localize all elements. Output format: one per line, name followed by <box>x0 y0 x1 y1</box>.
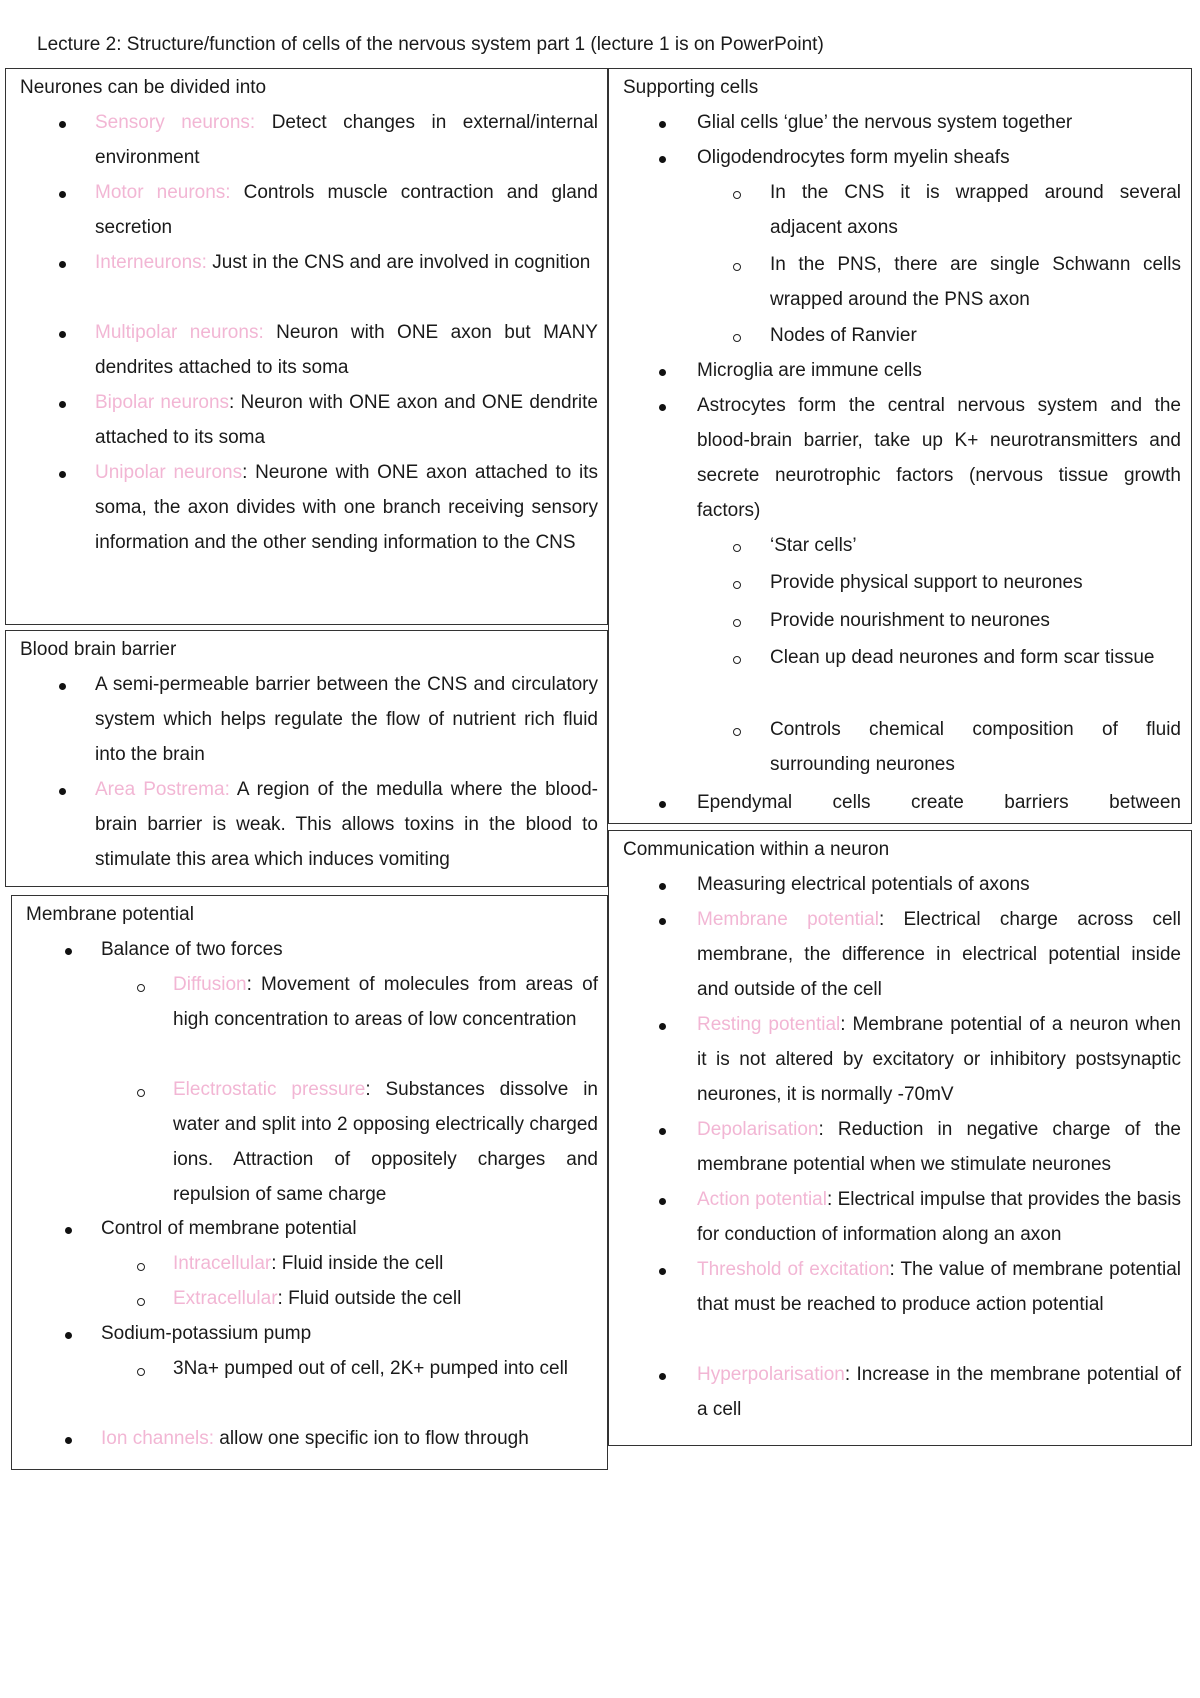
definition: : Movement of molecules from areas of high concentration to areas of low concentration <box>173 974 598 1030</box>
definition: Astrocytes form the central nervous system and the blood-brain barrier, take up K+ neurotransmitters and secrete neurotrophic factors (nervous tissue growth factors) <box>697 395 1181 521</box>
term: Ion channels: <box>101 1428 215 1449</box>
definition: : Neuron with ONE axon and ONE dendrite attached to its soma <box>95 392 598 448</box>
neurones-heading: Neurones can be divided into <box>20 77 267 98</box>
term: Diffusion <box>173 974 247 995</box>
term: Intracellular <box>173 1253 272 1274</box>
bullet <box>59 331 66 338</box>
definition: Microglia are immune cells <box>697 360 922 381</box>
sub-list-item <box>770 175 1181 245</box>
bullet <box>65 948 72 955</box>
bullet <box>59 191 66 198</box>
definition: : Electrical charge across cell membrane, the difference in electrical potential inside and outside of the cell <box>697 909 1181 1000</box>
list-item <box>697 902 1181 1007</box>
sub-bullet <box>733 581 741 589</box>
sub-list-item <box>770 565 1181 600</box>
sub-bullet <box>137 1089 145 1097</box>
bullet <box>65 1332 72 1339</box>
sub-list-item <box>173 1281 598 1316</box>
definition: Detect changes in external/internal environment <box>95 112 598 168</box>
list-item <box>697 785 1181 820</box>
list-item <box>697 353 1181 388</box>
membrane-potential-box <box>11 895 608 1470</box>
term: Action potential <box>697 1189 827 1210</box>
bullet <box>659 1198 666 1205</box>
bullet <box>659 918 666 925</box>
list-item <box>697 140 1181 175</box>
definition: A semi-permeable barrier between the CNS and circulatory system which helps regulate the flow of nutrient rich fluid into the brain <box>95 674 598 765</box>
definition: Measuring electrical potentials of axons <box>697 874 1030 895</box>
list-item <box>95 105 598 175</box>
definition: : Fluid outside the cell <box>277 1288 462 1309</box>
term: Area Postrema: <box>95 779 230 800</box>
term: Extracellular <box>173 1288 278 1309</box>
sub-list-item <box>770 247 1181 317</box>
definition: Nodes of Ranvier <box>770 325 917 346</box>
definition: allow one specific ion to flow through <box>214 1428 529 1449</box>
definition: In the CNS it is wrapped around several adjacent axons <box>770 182 1181 238</box>
list-item <box>95 175 598 245</box>
sub-bullet <box>137 984 145 992</box>
list-item <box>101 1421 598 1456</box>
list-item <box>697 1182 1181 1252</box>
definition: Provide physical support to neurones <box>770 572 1083 593</box>
definition: Provide nourishment to neurones <box>770 610 1050 631</box>
term: Multipolar neurons: <box>95 322 264 343</box>
definition: Just in the CNS and are involved in cognition <box>206 252 591 273</box>
definition: Glial cells ‘glue’ the nervous system together <box>697 112 1073 133</box>
sub-bullet <box>137 1263 145 1271</box>
blood-brain-barrier-box <box>5 630 608 887</box>
definition: : Membrane potential of a neuron when it is not altered by excitatory or inhibitory postsynaptic neurones, it is normally -70mV <box>697 1014 1181 1105</box>
definition: Control of membrane potential <box>101 1218 357 1239</box>
list-item <box>95 245 598 280</box>
sub-list-item <box>173 967 598 1037</box>
definition: Controls muscle contraction and gland secretion <box>95 182 598 238</box>
list-item <box>101 932 598 967</box>
term: Motor neurons: <box>95 182 231 203</box>
definition: In the PNS, there are single Schwann cells wrapped around the PNS axon <box>770 254 1181 310</box>
bullet <box>65 1227 72 1234</box>
term: Unipolar neurons <box>95 462 243 483</box>
sub-bullet <box>733 728 741 736</box>
sub-bullet <box>733 191 741 199</box>
term: Membrane potential <box>697 909 879 930</box>
definition: 3Na+ pumped out of cell, 2K+ pumped into cell <box>173 1358 569 1379</box>
list-item <box>95 385 598 455</box>
sub-bullet <box>137 1368 145 1376</box>
sub-bullet <box>733 263 741 271</box>
bullet <box>59 121 66 128</box>
list-item <box>697 867 1181 902</box>
definition: A region of the medulla where the blood-brain barrier is weak. This allows toxins in the blood to stimulate this area which induces vomiting <box>95 779 598 870</box>
list-item <box>95 667 598 772</box>
definition: Clean up dead neurones and form scar tissue <box>770 647 1155 668</box>
list-item <box>95 772 598 877</box>
term: Threshold of excitation <box>697 1259 890 1280</box>
sub-list-item <box>770 318 1181 353</box>
bullet <box>65 1437 72 1444</box>
bullet <box>659 156 666 163</box>
bullet <box>59 471 66 478</box>
sub-list-item <box>770 640 1181 675</box>
term: Hyperpolarisation <box>697 1364 845 1385</box>
bbb-heading: Blood brain barrier <box>20 639 177 660</box>
bullet <box>659 1023 666 1030</box>
definition: : Substances dissolve in water and split into 2 opposing electrically charged ions. Attraction of oppositely charges and repulsion of same charge <box>173 1079 598 1205</box>
bullet <box>659 369 666 376</box>
sub-list-item <box>770 528 1181 563</box>
definition: ‘Star cells’ <box>770 535 857 556</box>
bullet <box>659 1128 666 1135</box>
term: Bipolar neurons <box>95 392 230 413</box>
bullet <box>659 801 666 808</box>
definition: : Reduction in negative charge of the membrane potential when we stimulate neurones <box>697 1119 1181 1175</box>
list-item <box>95 315 598 385</box>
supporting-cells-box <box>608 68 1192 824</box>
list-item <box>697 1007 1181 1112</box>
sub-list-item <box>770 712 1181 782</box>
bullet <box>659 1268 666 1275</box>
page-title: Lecture 2: Structure/function of cells of the nervous system part 1 (lecture 1 is on PowerPoint) <box>37 34 824 55</box>
definition: Ependymal cells create barriers between <box>697 792 1181 813</box>
list-item <box>697 1112 1181 1182</box>
sub-list-item <box>173 1246 598 1281</box>
communication-heading: Communication within a neuron <box>623 839 890 860</box>
neurones-box <box>5 68 608 625</box>
term: Sensory neurons: <box>95 112 256 133</box>
definition: : Electrical impulse that provides the basis for conduction of information along an axon <box>697 1189 1181 1245</box>
sub-bullet <box>733 544 741 552</box>
definition: Oligodendrocytes form myelin sheafs <box>697 147 1010 168</box>
bullet <box>659 404 666 411</box>
list-item <box>697 105 1181 140</box>
definition: : Increase in the membrane potential of a cell <box>697 1364 1181 1420</box>
definition: : Neurone with ONE axon attached to its soma, the axon divides with one branch receiving sensory information and the other sending information to the CNS <box>95 462 598 553</box>
term: Depolarisation <box>697 1119 819 1140</box>
definition: Neuron with ONE axon but MANY dendrites attached to its soma <box>95 322 598 378</box>
list-item <box>697 1357 1181 1427</box>
list-item <box>697 1252 1181 1322</box>
list-item <box>95 455 598 560</box>
sub-list-item <box>173 1072 598 1212</box>
supporting-heading: Supporting cells <box>623 77 759 98</box>
list-item <box>101 1211 598 1246</box>
sub-bullet <box>733 656 741 664</box>
sub-list-item <box>770 603 1181 638</box>
term: Resting potential <box>697 1014 841 1035</box>
bullet <box>59 683 66 690</box>
bullet <box>59 261 66 268</box>
sub-bullet <box>733 334 741 342</box>
membrane-heading: Membrane potential <box>26 904 194 925</box>
definition: : Fluid inside the cell <box>271 1253 444 1274</box>
sub-bullet <box>733 619 741 627</box>
list-item <box>697 388 1181 528</box>
sub-bullet <box>137 1298 145 1306</box>
bullet <box>659 883 666 890</box>
bullet <box>659 121 666 128</box>
definition: : The value of membrane potential that must be reached to produce action potential <box>697 1259 1181 1315</box>
sub-list-item <box>173 1351 598 1386</box>
definition: Balance of two forces <box>101 939 283 960</box>
bullet <box>59 401 66 408</box>
bullet <box>659 1373 666 1380</box>
bullet <box>59 788 66 795</box>
term: Interneurons: <box>95 252 207 273</box>
definition: Sodium-potassium pump <box>101 1323 312 1344</box>
list-item <box>101 1316 598 1351</box>
definition: Controls chemical composition of fluid surrounding neurones <box>770 719 1181 775</box>
communication-box <box>608 830 1192 1446</box>
term: Electrostatic pressure <box>173 1079 366 1100</box>
